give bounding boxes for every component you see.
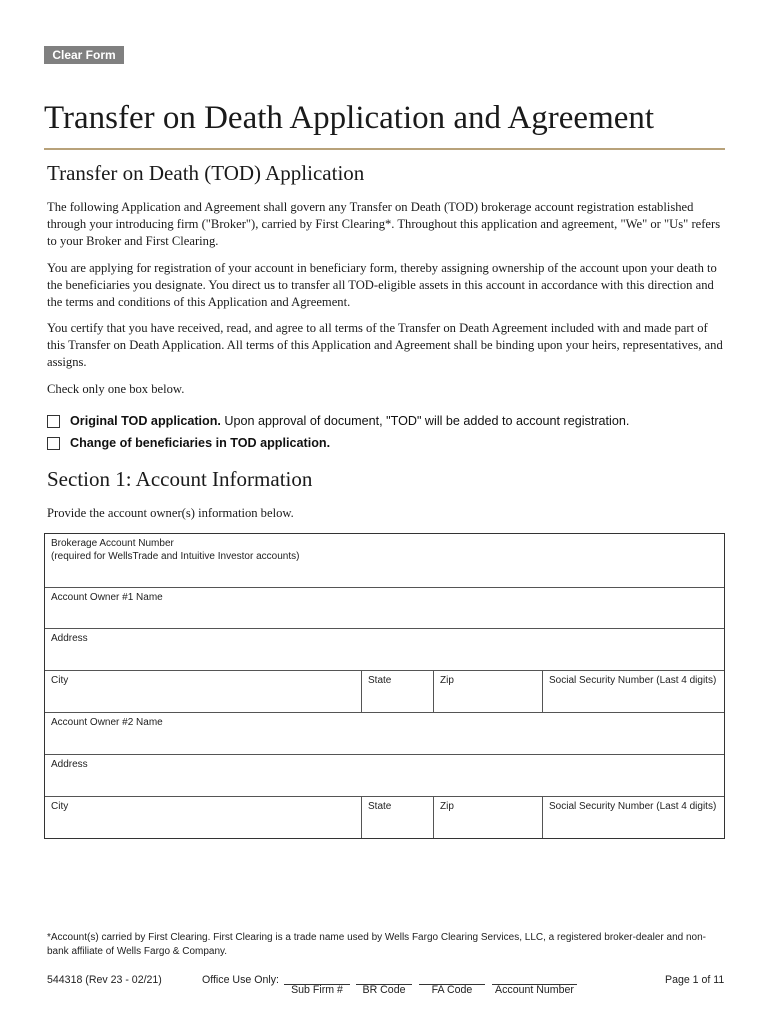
title-divider [44,148,725,150]
office-use-label: Office Use Only: [202,974,279,986]
section1-heading: Section 1: Account Information [47,467,313,491]
section1-intro: Provide the account owner(s) information below. [47,506,294,520]
owner2-ssn-label: Social Security Number (Last 4 digits) [549,801,717,812]
tod-section-heading: Transfer on Death (TOD) Application [47,161,365,185]
tod-paragraph-3: You certify that you have received, read, and agree to all terms of the Transfer on Death Agreement included with and made part of this Transfer on Death Application. All terms of this Application and Agreement shall be binding upon your heirs, representatives, and assigns. [47,321,723,369]
footnote: *Account(s) carried by First Clearing. First Clearing is a trade name used by Wells Fargo Clearing Services, LLC, a registered broker-dealer and non-bank affiliate of Wells Fargo & Company. [47,932,706,957]
owner2-name-field[interactable] [45,713,724,755]
page-title: Transfer on Death Application and Agreement [44,100,655,136]
owner1-city-label: City [51,675,69,686]
owner1-ssn-field[interactable] [543,671,724,713]
owner1-address-field[interactable] [45,629,724,671]
form-number: 544318 (Rev 23 - 02/21) [47,974,162,986]
change-beneficiaries-label: Change of beneficiaries in TOD application. [70,436,331,450]
tod-paragraph-2: You are applying for registration of your account in beneficiary form, thereby assigning ownership of the account upon your death to the beneficiaries you designate. You direct us to transfer all TOD-eligible assets in this account in accordance with this direction and the terms and conditions of this Application and Agreement. [47,261,717,309]
tod-paragraph-1: The following Application and Agreement shall govern any Transfer on Death (TOD) brokerage account registration established through your introducing firm ("Broker"), carried by First Clearing*. Throughout this application and agreement, "We" or "Us" refers to your Broker and First Clearing. [47,200,721,248]
owner1-zip-label: Zip [440,675,454,686]
owner1-state-label: State [368,675,392,686]
brokerage-account-field[interactable] [45,534,724,588]
owner1-name-field[interactable] [45,588,724,629]
owner2-city-field[interactable] [45,797,362,838]
owner1-zip-field[interactable] [434,671,543,713]
owner2-city-label: City [51,801,69,812]
owner1-city-field[interactable] [45,671,362,713]
option-change-beneficiaries[interactable] [47,436,330,450]
owner2-ssn-field[interactable] [543,797,724,838]
owner1-name-label: Account Owner #1 Name [51,592,163,603]
clear-form-button[interactable]: Clear Form [44,46,124,64]
owner1-ssn-label: Social Security Number (Last 4 digits) [549,675,717,686]
account-number-label: Account Number [495,984,574,996]
option-original-tod[interactable] [47,414,629,428]
owner2-address-label: Address [51,759,88,770]
fa-code-label: FA Code [431,984,473,996]
brokerage-account-label: Brokerage Account Number (required for WellsTrade and Intuitive Investor accounts) [51,538,300,562]
account-info-form [44,533,725,839]
check-instruction: Check only one box below. [47,382,185,396]
owner2-zip-label: Zip [440,801,454,812]
owner2-zip-field[interactable] [434,797,543,838]
owner2-state-label: State [368,801,392,812]
original-tod-label: Original TOD application. [70,414,221,428]
page-number: Page 1 of 11 [665,974,725,986]
original-tod-checkbox[interactable] [47,415,60,428]
br-code-label: BR Code [362,984,406,996]
owner1-address-label: Address [51,633,88,644]
owner2-address-field[interactable] [45,755,724,797]
owner1-state-field[interactable] [362,671,434,713]
change-beneficiaries-checkbox[interactable] [47,437,60,450]
owner2-state-field[interactable] [362,797,434,838]
sub-firm-label: Sub Firm # [291,984,343,996]
owner2-name-label: Account Owner #2 Name [51,717,163,728]
original-tod-desc: Upon approval of document, "TOD" will be added to account registration. [220,414,630,428]
